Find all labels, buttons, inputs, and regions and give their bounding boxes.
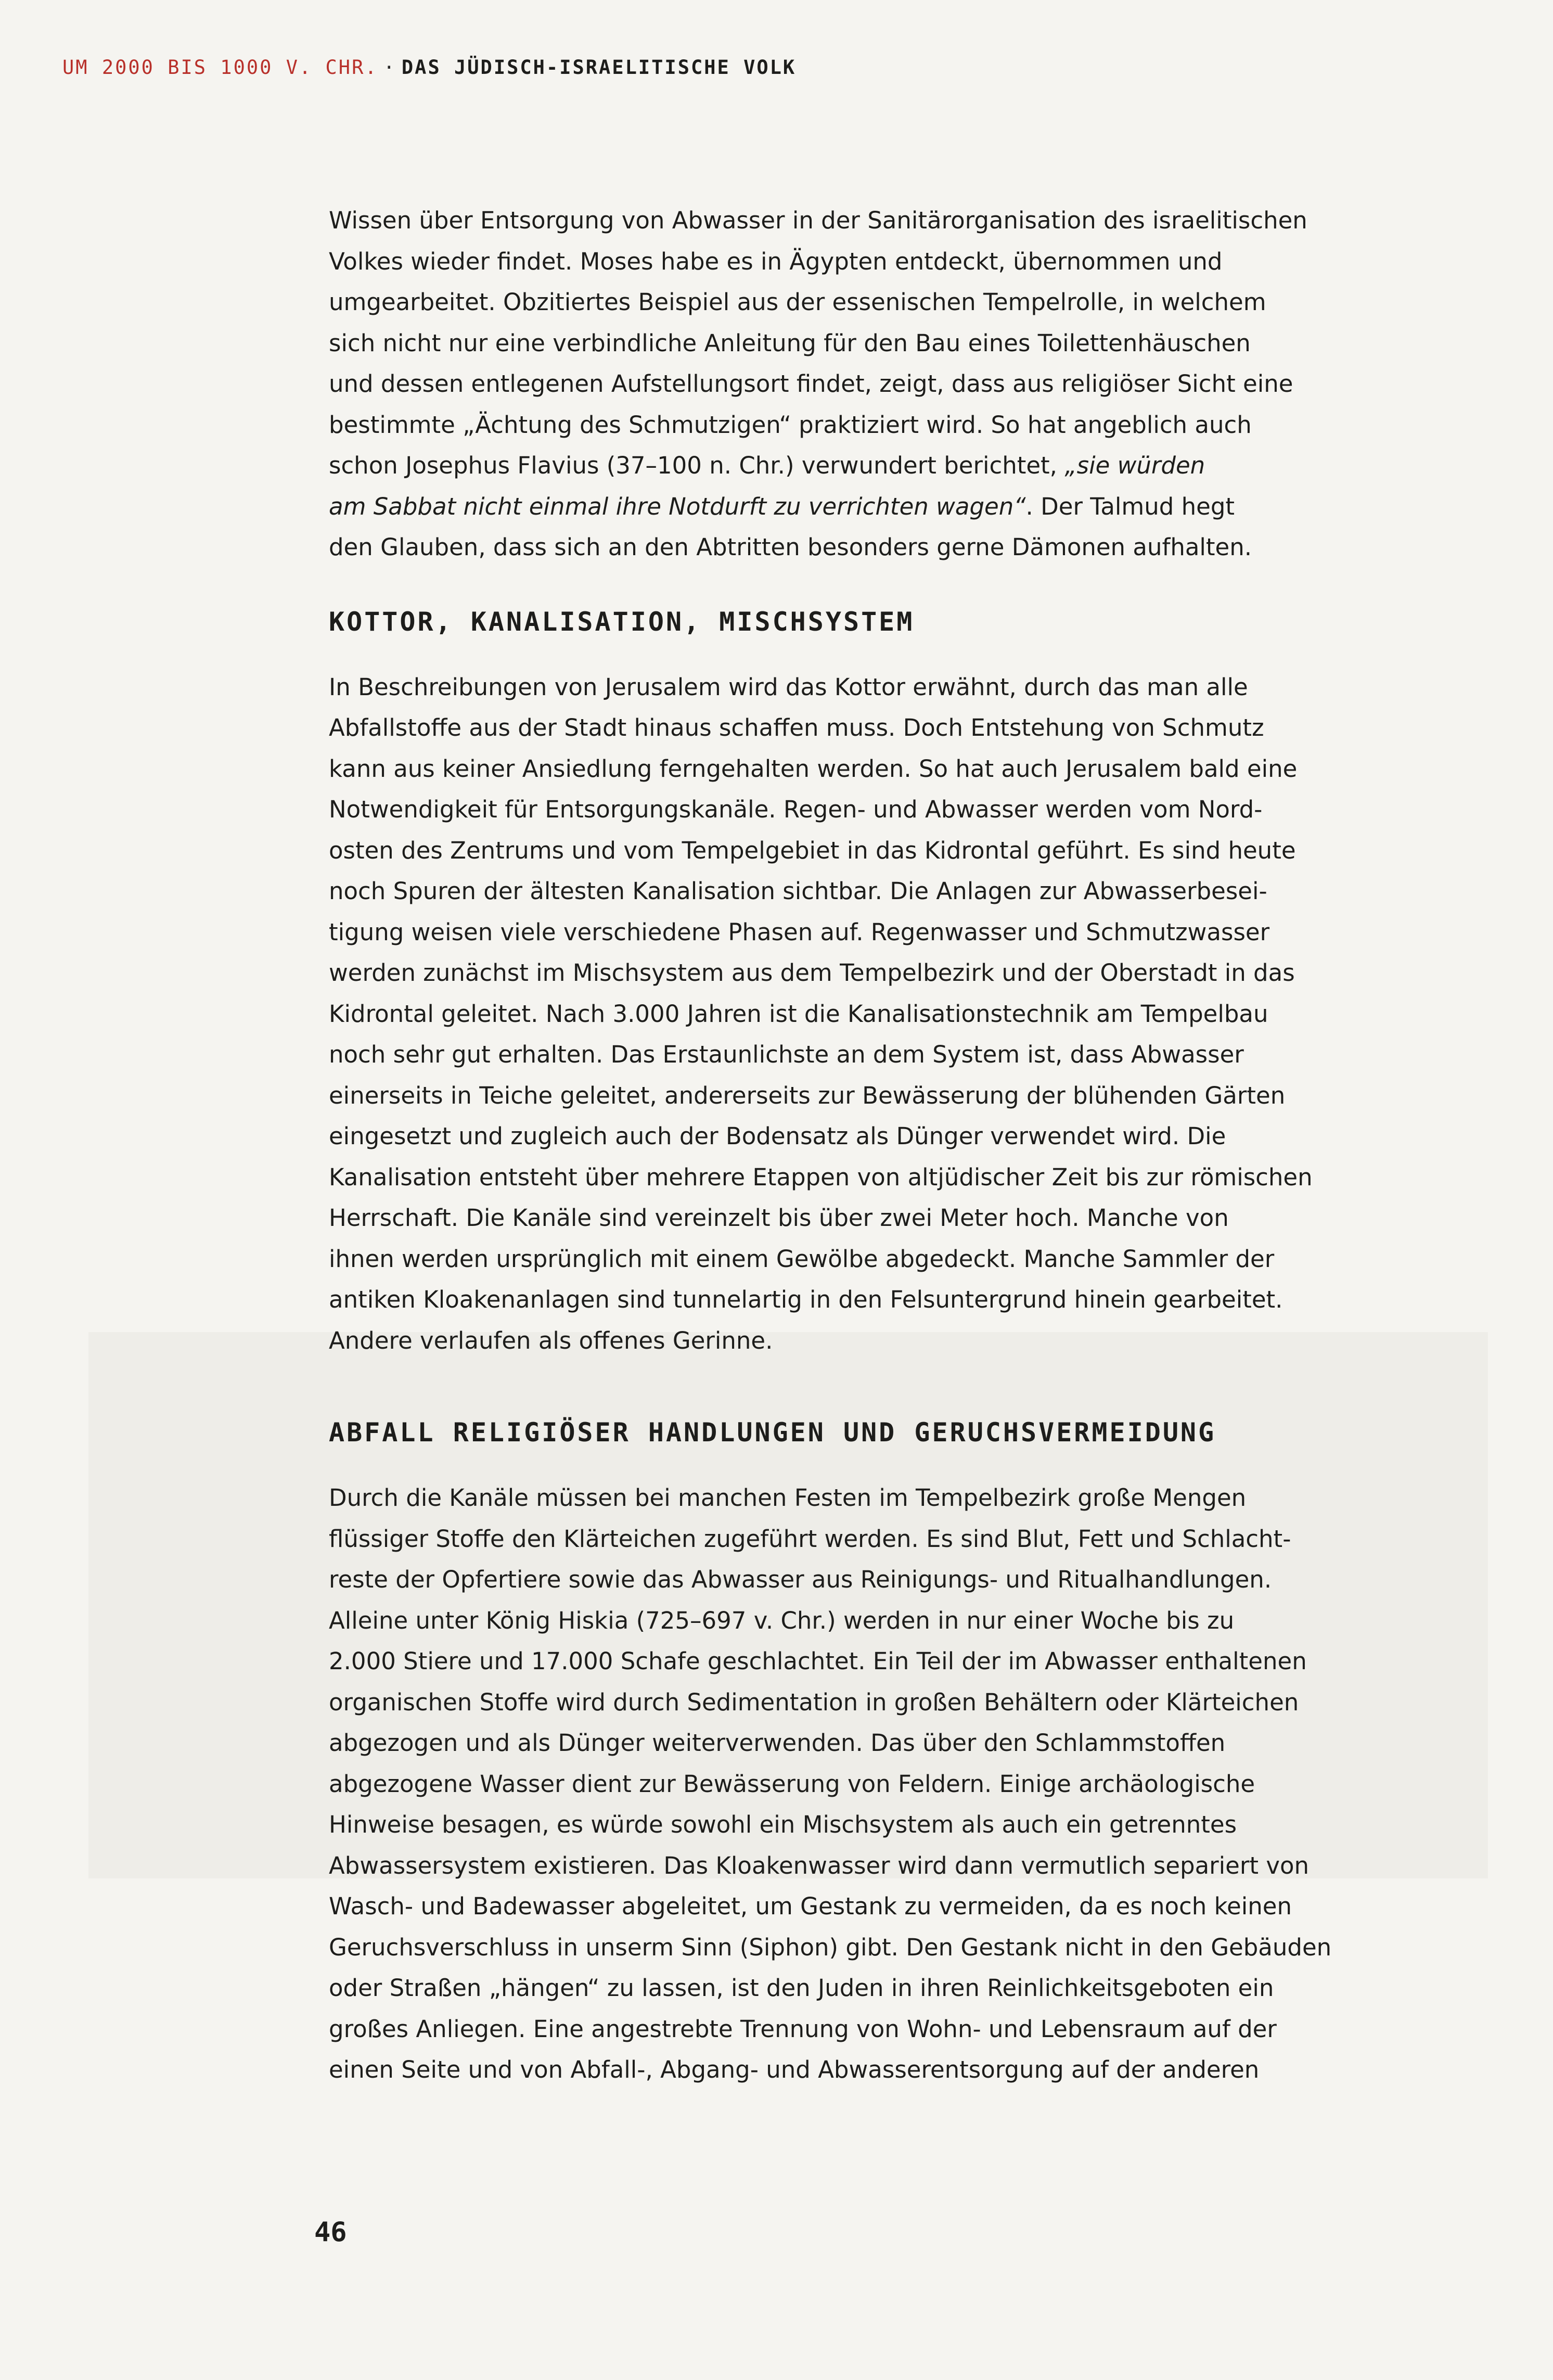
section-heading-abfall: ABFALL RELIGIÖSER HANDLUNGEN UND GERUCHSVERMEIDUNG	[329, 1417, 1216, 1448]
text-line: Durch die Kanäle müssen bei manchen Festen im Tempelbezirk große Mengen	[329, 1484, 1247, 1512]
text-line: In Beschreibungen von Jerusalem wird das Kottor erwähnt, durch das man alle	[329, 673, 1248, 701]
text-line: den Glauben, dass sich an den Abtritten besonders gerne Dämonen aufhalten.	[329, 533, 1252, 561]
quote-text: am Sabbat nicht einmal ihre Notdurft zu verrichten wagen“	[329, 492, 1026, 520]
text-line: abgezogen und als Dünger weiterverwenden. Das über den Schlammstoffen	[329, 1729, 1226, 1757]
running-head-chapter: DAS JÜDISCH-ISRAELITISCHE VOLK	[401, 56, 797, 79]
text-line: einen Seite und von Abfall-, Abgang- und Abwasserentsorgung auf der anderen	[329, 2056, 1260, 2083]
text-line: werden zunächst im Mischsystem aus dem Tempelbezirk und der Oberstadt in das	[329, 959, 1295, 987]
intro-paragraph	[329, 200, 1317, 568]
text-line: Hinweise besagen, es würde sowohl ein Mischsystem als auch ein getrenntes	[329, 1811, 1237, 1838]
text-line: bestimmte „Ächtung des Schmutzigen“ praktiziert wird. So hat angeblich auch	[329, 411, 1252, 439]
text-column	[329, 200, 1332, 2091]
text-line: Abwassersystem existieren. Das Kloakenwasser wird dann vermutlich separiert von	[329, 1851, 1310, 1879]
text-line: großes Anliegen. Eine angestrebte Trennung von Wohn- und Lebensraum auf der	[329, 2015, 1277, 2043]
page-number: 46	[314, 2217, 347, 2248]
text-line: Wasch- und Badewasser abgeleitet, um Gestank zu vermeiden, da es noch keinen	[329, 1892, 1292, 1920]
text-line: osten des Zentrums und vom Tempelgebiet in das Kidrontal geführt. Es sind heute	[329, 836, 1296, 864]
text-line: sich nicht nur eine verbindliche Anleitung für den Bau eines Toilettenhäuschen	[329, 329, 1251, 357]
text-line: oder Straßen „hängen“ zu lassen, ist den Juden in ihren Reinlichkeitsgeboten ein	[329, 1974, 1274, 2002]
text-line: ihnen werden ursprünglich mit einem Gewölbe abgedeckt. Manche Sammler der	[329, 1245, 1275, 1273]
text-line: antiken Kloakenanlagen sind tunnelartig in den Felsuntergrund hinein gearbeitet.	[329, 1286, 1283, 1313]
text-line: Herrschaft. Die Kanäle sind vereinzelt bis über zwei Meter hoch. Manche von	[329, 1204, 1229, 1232]
section-heading-kottor: KOTTOR, KANALISATION, MISCHSYSTEM	[329, 606, 915, 637]
running-head-separator: ·	[383, 56, 396, 79]
quote-start: „sie würden	[1064, 452, 1205, 479]
section-abfall-paragraph	[329, 1478, 1332, 2091]
text-line: Wissen über Entsorgung von Abwasser in der Sanitärorganisation des israelitischen	[329, 207, 1307, 234]
text-line-part: . Der Talmud hegt	[1025, 492, 1235, 520]
text-line: Geruchsverschluss in unserm Sinn (Siphon) gibt. Den Gestank nicht in den Gebäuden	[329, 1933, 1332, 1961]
text-line: noch sehr gut erhalten. Das Erstaunlichste an dem System ist, dass Abwasser	[329, 1041, 1244, 1068]
running-head-period: UM 2000 BIS 1000 V. CHR.	[62, 56, 378, 79]
text-line: und dessen entlegenen Aufstellungsort findet, zeigt, dass aus religiöser Sicht eine	[329, 370, 1293, 398]
text-line: noch Spuren der ältesten Kanalisation sichtbar. Die Anlagen zur Abwasserbesei-	[329, 877, 1267, 905]
text-line: Kidrontal geleitet. Nach 3.000 Jahren ist die Kanalisationstechnik am Tempelbau	[329, 1000, 1268, 1028]
text-line	[329, 445, 1317, 487]
text-line: Notwendigkeit für Entsorgungskanäle. Regen- und Abwasser werden vom Nord-	[329, 796, 1263, 823]
text-line: tigung weisen viele verschiedene Phasen auf. Regenwasser und Schmutzwasser	[329, 918, 1270, 946]
text-line: 2.000 Stiere und 17.000 Schafe geschlachtet. Ein Teil der im Abwasser enthaltenen	[329, 1647, 1307, 1675]
text-line: Abfallstoffe aus der Stadt hinaus schaffen muss. Doch Entstehung von Schmutz	[329, 714, 1264, 741]
text-line: umgearbeitet. Obzitiertes Beispiel aus der essenischen Tempelrolle, in welchem	[329, 288, 1266, 316]
text-line: Volkes wieder findet. Moses habe es in Ägypten entdeckt, übernommen und	[329, 247, 1223, 275]
text-line: flüssiger Stoffe den Klärteichen zugeführt werden. Es sind Blut, Fett und Schlacht-	[329, 1525, 1291, 1553]
running-head	[62, 56, 796, 79]
text-line: abgezogene Wasser dient zur Bewässerung von Feldern. Einige archäologische	[329, 1770, 1255, 1798]
text-line: reste der Opfertiere sowie das Abwasser aus Reinigungs- und Ritualhandlungen.	[329, 1566, 1272, 1593]
text-line: Kanalisation entsteht über mehrere Etappen von altjüdischer Zeit bis zur römischen	[329, 1163, 1313, 1191]
text-line: organischen Stoffe wird durch Sedimentation in großen Behältern oder Klärteichen	[329, 1688, 1299, 1716]
text-line-part: schon Josephus Flavius (37–100 n. Chr.) verwundert berichtet,	[329, 452, 1057, 479]
text-line: Andere verlaufen als offenes Gerinne.	[329, 1326, 773, 1354]
text-line	[329, 487, 1317, 528]
text-line: Alleine unter König Hiskia (725–697 v. Chr.) werden in nur einer Woche bis zu	[329, 1606, 1235, 1634]
text-line: einerseits in Teiche geleitet, andererseits zur Bewässerung der blühenden Gärten	[329, 1081, 1286, 1109]
text-line: kann aus keiner Ansiedlung ferngehalten werden. So hat auch Jerusalem bald eine	[329, 754, 1298, 783]
text-line: eingesetzt und zugleich auch der Bodensatz als Dünger verwendet wird. Die	[329, 1122, 1226, 1150]
section-kottor-paragraph	[329, 667, 1317, 1362]
